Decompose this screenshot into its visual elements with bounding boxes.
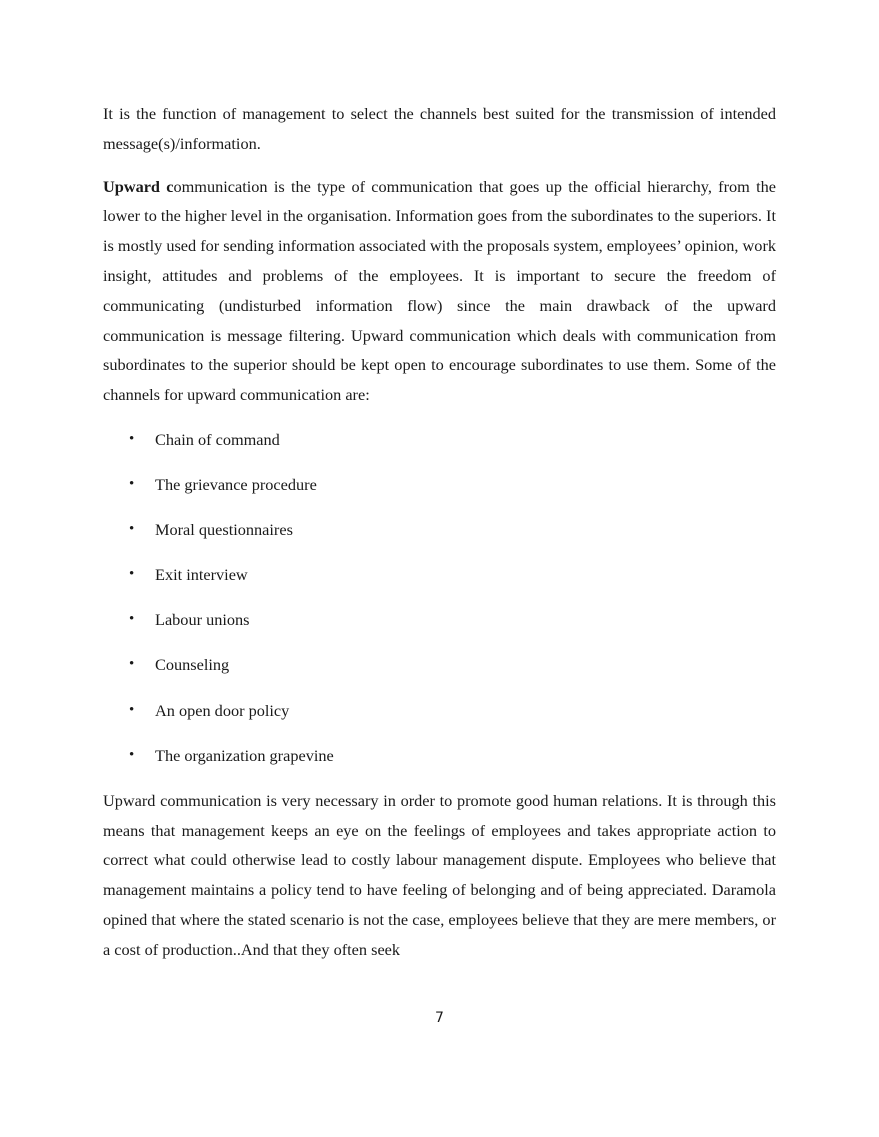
paragraph-human-relations: Upward communication is very necessary in order to promote good human relations. It is through this means that management keeps an eye on the feelings of employees and takes appropriate action to correct what could otherwise lead to costly labour management dispute. Employees who believe that management maintains a policy tend to have feeling of belonging and of being appreciated. Daramola opined that where the stated scenario is not the case, employees believe that they are mere members, or a cost of production..And that they often seek [103,790,776,959]
paragraph-upward-bold-lead: Upward c [103,176,174,196]
paragraph-channels-intro: It is the function of management to select the channels best suited for the transmission of intended message(s)/information. [103,104,776,153]
list-item [103,605,776,635]
list-item-text: The grievance procedure [155,475,317,495]
paragraph-upward-body: ommunication is the type of communication that goes up the official hierarchy, from the lower to the higher level in the organisation. Information goes from the subordinates to the superiors. It is mostly used for sending information associated with the proposals system, employees’ opinion, work insight, attitudes and problems of the employees. It is important to secure the freedom of communicating (undisturbed information flow) since the main drawback of the upward communication is message filtering. Upward communication which deals with communication from subordinates to the superior should be kept open to encourage subordinates to use them. Some of the channels for upward communication are: [103,176,777,405]
bullet-icon: • [129,566,135,583]
paragraph-upward-communication [103,172,776,410]
list-item-text: Counseling [155,655,230,675]
bullet-icon: • [129,430,135,447]
list-item-text: Moral questionnaires [155,520,293,540]
list-item [103,650,776,680]
list-item [103,560,776,590]
page-number: 7 [435,1010,444,1026]
bullet-icon: • [129,476,135,493]
list-item [103,425,776,455]
bullet-icon: • [129,611,135,628]
bullet-icon: • [129,746,135,763]
page-content [103,99,776,965]
list-item-text: Exit interview [155,565,248,585]
upward-channels-list [103,425,776,770]
list-item-text: An open door policy [155,700,290,720]
list-item [103,470,776,500]
bullet-icon: • [129,701,135,718]
bullet-icon: • [129,521,135,538]
list-item [103,696,776,726]
list-item [103,515,776,545]
list-item-text: Chain of command [155,429,280,449]
list-item [103,741,776,771]
list-item-text: Labour unions [155,610,250,630]
bullet-icon: • [129,656,135,673]
list-item-text: The organization grapevine [155,745,334,765]
